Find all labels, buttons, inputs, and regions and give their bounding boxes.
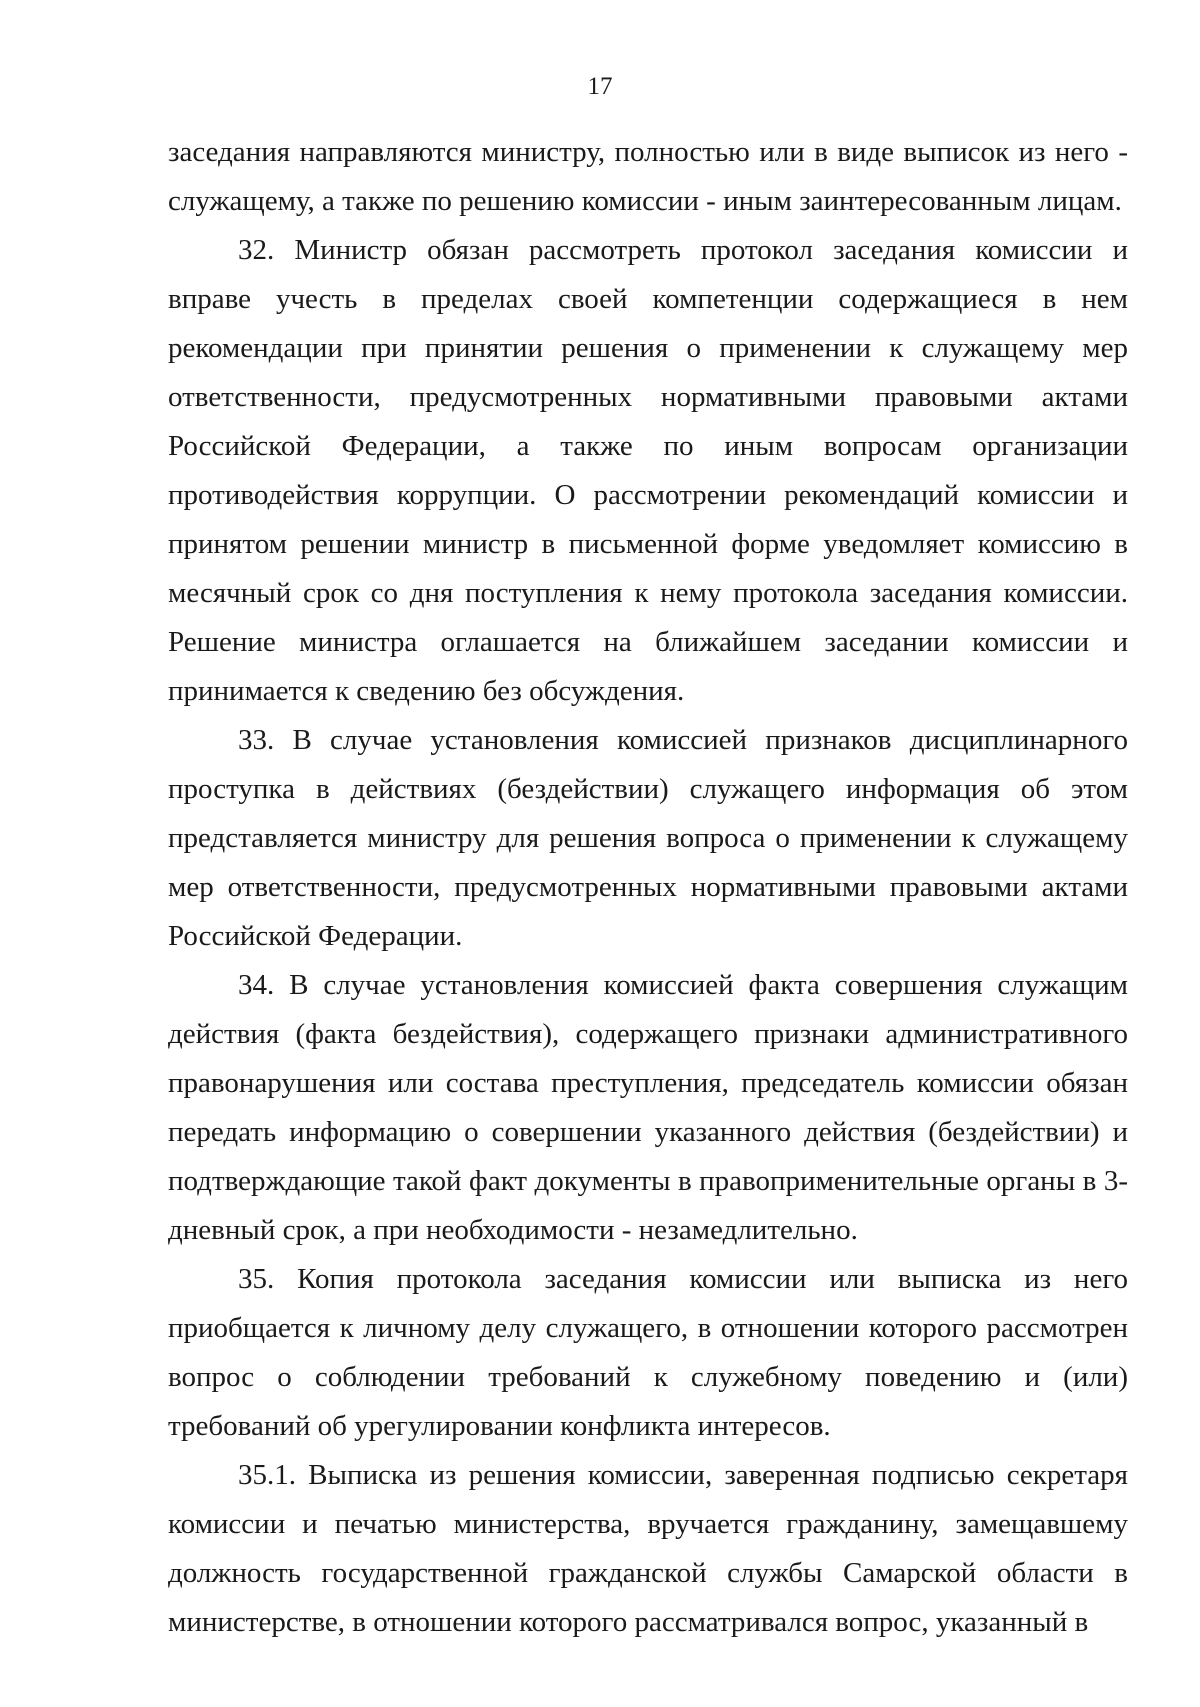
paragraph-33: 33. В случае установления комиссией признаков дисциплинарного проступка в действиях (бездействии) служащего информация об этом представляется министру для решения вопроса о применении к служащему мер ответственности, предусмотренных нормативными правовыми актами Российской Федерации. xyxy=(168,724,1128,952)
paragraph-34: 34. В случае установления комиссией факта совершения служащим действия (факта бездействия), содержащего признаки административного правонарушения или состава преступления, председатель комиссии обязан передать информацию о совершении указанного действия (бездействии) и подтверждающие такой факт документы в правоприменительные органы в 3-дневный срок, а при необходимости - незамедлительно. xyxy=(168,969,1128,1246)
paragraph-32: 32. Министр обязан рассмотреть протокол заседания комиссии и вправе учесть в пределах своей компетенции содержащиеся в нем рекомендации при принятии решения о применении к служащему мер ответственности, предусмотренных нормативными правовыми актами Российской Федерации, а также по иным вопросам организации противодействия коррупции. О рассмотрении рекомендаций комиссии и принятом решении министр в письменной форме уведомляет комиссию в месячный срок со дня поступления к нему протокола заседания комиссии. Решение министра оглашается на ближайшем заседании комиссии и принимается к сведению без обсуждения. xyxy=(168,234,1128,707)
paragraph-35: 35. Копия протокола заседания комиссии или выписка из него приобщается к личному делу служащего, в отношении которого рассмотрен вопрос о соблюдении требований к служебному поведению и (или) требований об урегулировании конфликта интересов. xyxy=(168,1263,1128,1442)
paragraph-continuation: заседания направляются министру, полностью или в виде выписок из него - служащему, а также по решению комиссии - иным заинтересованным лицам. xyxy=(168,136,1128,217)
document-body xyxy=(168,128,1128,1647)
page-number: 17 xyxy=(587,73,613,100)
paragraph-35-1: 35.1. Выписка из решения комиссии, заверенная подписью секретаря комиссии и печатью министерства, вручается гражданину, замещавшему должность государственной гражданской службы Самарской области в министерстве, в отношении которого рассматривался вопрос, указанный в xyxy=(168,1459,1128,1638)
